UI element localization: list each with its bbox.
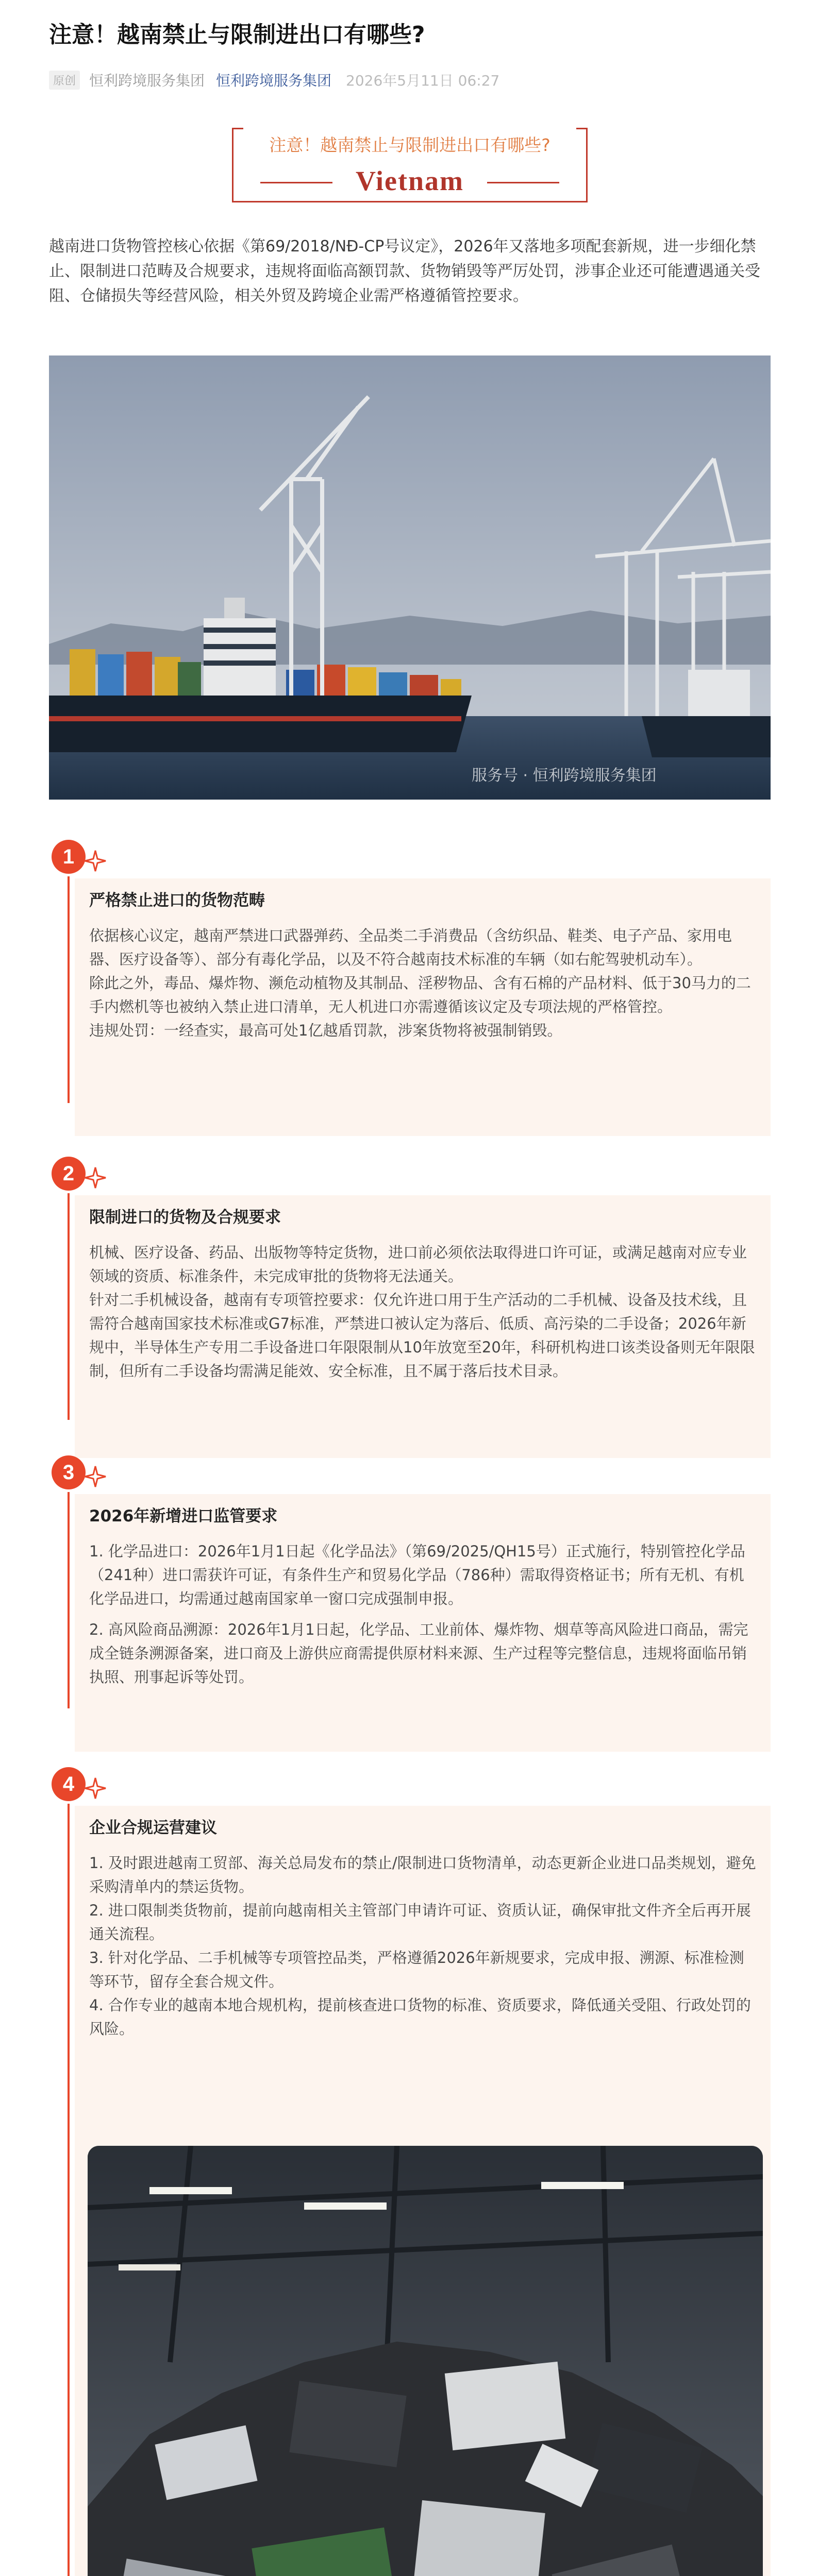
port-illustration: [49, 355, 771, 800]
section-2-marker: [49, 1154, 121, 1195]
section-4-rail: [68, 1804, 70, 2576]
section-3-paragraph: 1. 化学品进口：2026年1月1日起《化学品法》（第69/2025/QH15号）正式施行，特别管控化学品（241种）进口需获许可证，有条件生产和贸易化学品（786种）需取得资格证书；所有无机、有机化学品进口，均需通过越南国家单一窗口完成强制申报。: [89, 1543, 745, 1607]
section-3-heading: 2026年新增进口监管要求: [89, 1507, 278, 1526]
section-2-paragraph: 针对二手机械设备，越南有专项管控要求：仅允许进口用于生产活动的二手机械、设备及技术线，且需符合越南国家技术标准或G7标准，严禁进口被认定为落后、低质、高污染的二手设备；2026年新规中，半导体生产专用二手设备进口年限限制从10年放宽至20年，科研机构进口该类设备则无年限限制，但所有二手设备均需满足能效、安全标准，且不属于落后技术目录。: [89, 1291, 755, 1380]
section-1-marker: [49, 837, 121, 878]
section-2-card: [75, 1195, 771, 1458]
article-meta: [49, 70, 499, 90]
intro-paragraph: 越南进口货物管控核心依据《第69/2018/NĐ-CP号议定》，2026年又落地多项配套新规，进一步细化禁止、限制进口范畴及合规要求，违规将面临高额罚款、货物销毁等严厉处罚，涉事企业还可能遭遇通关受阻、仓储损失等经营风险，相关外贸及跨境企业需严格遵循管控要求。: [49, 238, 760, 305]
banner-frame-top-left: [232, 128, 243, 129]
banner-frame-top-right: [576, 128, 588, 129]
sparkle-icon: [84, 1165, 110, 1191]
section-1-paragraph: 违规处罚：一经查实，最高可处1亿越盾罚款，涉案货物将被强制销毁。: [89, 1022, 562, 1039]
section-3-marker: [49, 1453, 121, 1494]
section-4-paragraph: 2. 进口限制类货物前，提前向越南相关主管部门申请许可证、资质认证，确保审批文件齐全后再开展通关流程。: [89, 1902, 751, 1943]
section-2-heading: 限制进口的货物及合规要求: [89, 1208, 281, 1227]
sparkle-icon: [84, 1776, 110, 1802]
section-3-paragraph: 2. 高风险商品溯源：2026年1月1日起，化学品、工业前体、爆炸物、烟草等高风险进口商品，需完成全链条溯源备案，进口商及上游供应商需提供原材料来源、生产过程等完整信息，违规将面临吊销执照、刑事起诉等处罚。: [89, 1621, 748, 1686]
section-2-rail: [68, 1193, 70, 1420]
banner-word: Vietnam: [356, 165, 464, 196]
section-1-heading: 严格禁止进口的货物范畴: [89, 891, 265, 910]
sparkle-icon: [84, 849, 110, 874]
section-4-paragraph: 4. 合作专业的越南本地合规机构，提前核查进口货物的标准、资质要求，降低通关受阻、行政处罚的风险。: [89, 1996, 751, 2038]
banner-subtitle: 注意！越南禁止与限制进出口有哪些?: [269, 135, 550, 155]
account-link[interactable]: 恒利跨境服务集团: [216, 72, 332, 89]
section-1-paragraph: 除此之外，毒品、爆炸物、濒危动植物及其制品、淫秽物品、含有石棉的产品材料、低于30马力的二手内燃机等也被纳入禁止进口清单，无人机进口亦需遵循该议定及专项法规的严格管控。: [89, 974, 751, 1015]
section-4-number: 4: [52, 1767, 86, 1801]
hero-watermark: 服务号 · 恒利跨境服务集团: [472, 767, 657, 785]
publish-date: 2026年5月11日 06:27: [346, 72, 500, 89]
section-2: [49, 1154, 771, 1463]
section-1-card: [75, 878, 771, 1136]
section-3-number: 3: [52, 1455, 86, 1489]
original-badge: 原创: [49, 71, 80, 90]
section-3-card: [75, 1494, 771, 1752]
port-container-ship-image: [49, 355, 771, 800]
section-4-marker: [49, 1765, 121, 1806]
section-2-number: 2: [52, 1157, 86, 1191]
section-1-paragraph: 依据核心议定，越南严禁进口武器弹药、全品类二手消费品（含纺织品、鞋类、电子产品、家用电器、医疗设备等）、部分有毒化学品，以及不符合越南技术标准的车辆（如右舵驾驶机动车）。: [89, 927, 732, 968]
article-title: 注意！越南禁止与限制进出口有哪些?: [49, 22, 425, 48]
ewaste-illustration: [88, 2146, 763, 2576]
section-1-rail: [68, 876, 70, 1103]
section-4-paragraph: 3. 针对化学品、二手机械等专项管控品类，严格遵循2026年新规要求，完成申报、溯源、标准检测等环节，留存全套合规文件。: [89, 1949, 744, 1990]
sparkle-icon: [84, 1464, 110, 1490]
section-4-paragraph: 1. 及时跟进越南工贸部、海关总局发布的禁止/限制进口货物清单，动态更新企业进口品类规划，避免采购清单内的禁运货物。: [89, 1854, 756, 1895]
section-3-rail: [68, 1492, 70, 1708]
author-name: 恒利跨境服务集团: [89, 72, 205, 89]
section-1: [49, 837, 771, 1136]
vietnam-banner: [232, 128, 588, 202]
electronic-waste-pile-image: [88, 2146, 763, 2576]
section-1-number: 1: [52, 840, 86, 874]
section-3: [49, 1453, 771, 1762]
section-4-heading: 企业合规运营建议: [89, 1819, 217, 1837]
section-2-paragraph: 机械、医疗设备、药品、出版物等特定货物，进口前必须依法取得进口许可证，或满足越南对应专业领域的资质、标准条件，未完成审批的货物将无法通关。: [89, 1244, 747, 1285]
